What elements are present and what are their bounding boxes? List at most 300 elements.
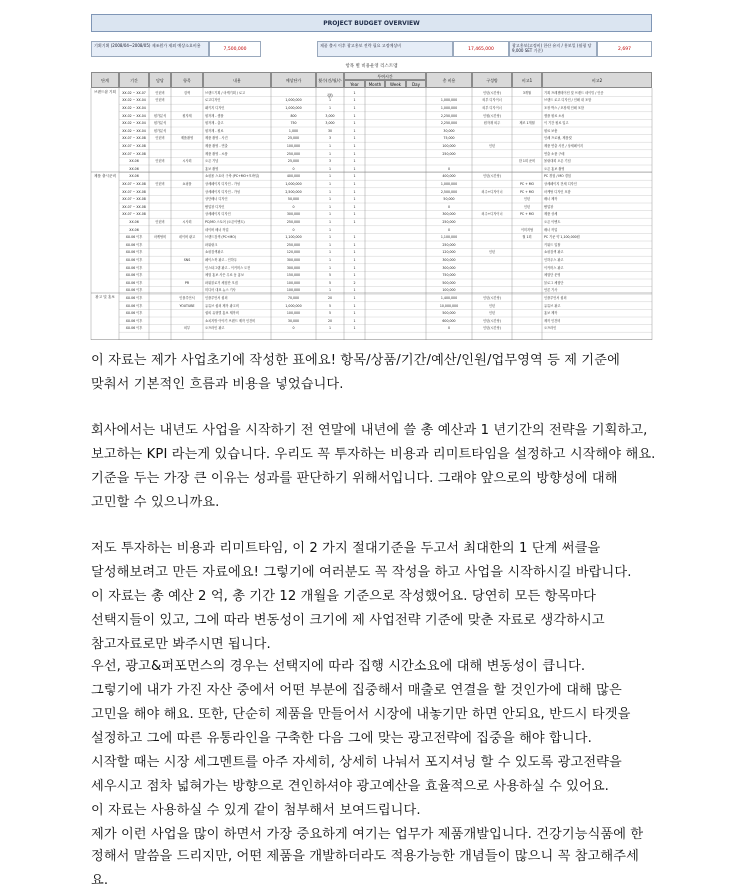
table-cell: 1 bbox=[353, 182, 356, 186]
table-cell: 750,000 bbox=[442, 273, 456, 278]
header-content: 내용 bbox=[203, 72, 271, 88]
sheet-title: PROJECT BUDGET OVERVIEW bbox=[91, 14, 652, 32]
table-cell: 1,000,000 bbox=[285, 106, 302, 110]
table-cell: 300,000 bbox=[286, 265, 301, 270]
table-cell: 2,250,000 bbox=[440, 113, 458, 118]
table-cell: PC + MO bbox=[519, 212, 535, 217]
table-cell: 25,000 bbox=[287, 136, 300, 141]
budget-table bbox=[91, 72, 652, 340]
paragraph-line: 고민할 수 있으니까요. bbox=[91, 495, 220, 510]
table-cell: 인하우스 광고 bbox=[544, 258, 564, 262]
table-cell: 오픈 홍보 촬영 bbox=[544, 166, 565, 171]
table-cell: XX.06 이후 bbox=[125, 250, 143, 255]
header-unit-price: 예상단가 bbox=[271, 72, 316, 88]
header-method: 구성방 bbox=[472, 72, 512, 88]
table-cell: SNS bbox=[183, 258, 191, 262]
table-cell: 2,500,000 bbox=[285, 189, 302, 194]
paragraph-line: 요. bbox=[91, 873, 109, 888]
table-cell: 쇼핑몰 bbox=[182, 182, 192, 186]
table-cell: XX.06 bbox=[129, 159, 139, 164]
table-cell: 네이버 광고 bbox=[178, 235, 196, 240]
table-cell: XX.02 ~ XX.07 bbox=[122, 90, 146, 95]
table-cell: 100,000 bbox=[286, 144, 301, 148]
header-total: 총 비용 bbox=[426, 72, 472, 88]
table-cell: 3,000 bbox=[325, 113, 335, 118]
header-week: Week bbox=[385, 80, 406, 88]
table-cell: 제조 1개월 bbox=[519, 121, 535, 126]
table-cell: 1 bbox=[328, 189, 332, 194]
table-cell: 750 bbox=[290, 121, 297, 126]
table-cell: 외부 디자이너 bbox=[482, 98, 502, 103]
table-cell: 인턴비 bbox=[155, 90, 165, 95]
table-cell: 연출 소품 구매 bbox=[544, 151, 565, 156]
summary-label-3: 광고홍보(고정비) 한산 유지 / 홍보일 (월평 당 9,000 SET 기준) bbox=[509, 41, 597, 57]
table-cell: 100,000 bbox=[286, 280, 301, 285]
summary-bar bbox=[91, 41, 652, 59]
table-cell: 1 bbox=[328, 144, 332, 148]
table-cell: 100,000 bbox=[286, 288, 301, 293]
table-cell: 인턴비 bbox=[155, 159, 165, 164]
table-cell: 1,000,000 bbox=[440, 182, 458, 186]
table-cell: 1,000,000 bbox=[440, 98, 458, 103]
paragraph-line: 우선, 광고&퍼포먼스의 경우는 선택지에 따라 집행 시간소요에 대해 변동성이 큽니다. bbox=[91, 659, 586, 674]
table-cell: 파워링크 bbox=[205, 242, 218, 247]
table-cell: 이 기간 원료 입고 bbox=[544, 121, 569, 126]
table-cell: 브랜드기획 / 마케기획 / 로고 bbox=[205, 90, 246, 95]
table-cell: 제품 상세 bbox=[544, 212, 558, 217]
table-cell: 1 bbox=[353, 121, 356, 126]
table-cell: 블로그 체험단 bbox=[544, 280, 564, 285]
table-cell: 1 bbox=[353, 288, 356, 293]
table-cell: 제품촬영 bbox=[180, 136, 194, 141]
table-cell: XX.06 이후 bbox=[125, 288, 143, 293]
table-cell: 인턴 bbox=[523, 197, 531, 202]
table-cell: 400,000 bbox=[442, 174, 456, 179]
table-cell: XX.06 bbox=[129, 227, 139, 232]
table-cell: 브랜드검색 (PC+MO) bbox=[205, 235, 236, 240]
table-cell: 파워블로거 체험단 모집 bbox=[205, 280, 238, 285]
table-cell: 쇼핑몰 스토어 구축 (PC+MO+모바일) bbox=[205, 174, 260, 179]
table-cell: 800 bbox=[290, 113, 297, 118]
table-cell: 5 bbox=[328, 273, 332, 278]
table-cell: 1 bbox=[328, 258, 332, 262]
table-cell: 100,000 bbox=[286, 311, 301, 316]
table-cell: XX.06 이후 bbox=[125, 318, 143, 323]
paragraph-line: 정해서 말씀을 드리지만, 어떤 제품을 개발하더라도 적용가능한 개념들이 많으니 꼭 참고해주세 bbox=[91, 849, 639, 864]
table-cell: 인턴비 bbox=[155, 98, 165, 103]
table-cell: 마케팅비 bbox=[153, 235, 167, 240]
table-cell: 1 bbox=[328, 182, 332, 186]
table-cell: 팝업창 디자인 bbox=[205, 204, 225, 209]
table-cell: 1 bbox=[353, 197, 356, 202]
table-cell: 인턴비 bbox=[155, 136, 165, 141]
table-cell: 쇼치지방 이야기 브랜드 제작 인건비 bbox=[205, 318, 256, 323]
table-cell: 원자재 - 원료 bbox=[205, 128, 224, 133]
table-cell: 0 bbox=[447, 227, 451, 232]
table-cell: 상세페이지 디자인 - 가성 bbox=[205, 182, 240, 186]
table-cell: 1 bbox=[353, 242, 356, 247]
header-owner: 담당 bbox=[149, 72, 171, 88]
table-cell: 유튜브 섭외 제작 광고비 bbox=[205, 303, 239, 308]
table-cell: 70,000 bbox=[287, 296, 300, 300]
table-cell: 1 bbox=[353, 144, 356, 148]
table-cell: 250,000 bbox=[442, 242, 456, 247]
table-cell: 인턴 bbox=[488, 303, 496, 308]
table-cell: 30,000 bbox=[287, 318, 300, 323]
sheet-subtitle: 항목 별 비용운영 리스트맵 bbox=[345, 64, 398, 69]
table-cell: 1 bbox=[353, 151, 356, 156]
table-cell: 상단배너 디자인 bbox=[205, 197, 228, 202]
table-cell: 500,000 bbox=[442, 311, 456, 316]
table-cell: 30 bbox=[327, 128, 333, 133]
table-cell: XX.07 ~ XX.08 bbox=[122, 182, 146, 186]
table-cell: 1 bbox=[353, 212, 356, 217]
table-cell: 1 bbox=[353, 136, 356, 141]
table-cell: XX.07 ~ XX.08 bbox=[122, 151, 146, 156]
paragraph-line: 이 자료는 사용하실 수 있게 같이 첨부해서 보여드립니다. bbox=[91, 803, 421, 818]
table-cell: 5 bbox=[328, 311, 332, 316]
table-cell: XX.06 이후 bbox=[125, 280, 143, 285]
table-cell: 제품 연출 사진 / 상세페이지 bbox=[544, 144, 583, 148]
table-cell: 3 bbox=[328, 136, 332, 141]
table-cell: 오프라인 bbox=[544, 326, 557, 331]
table-cell: 1 bbox=[328, 326, 332, 331]
table-cell: 배너 제작 bbox=[544, 197, 558, 202]
table-cell: 1 bbox=[328, 212, 332, 217]
table-cell: 0 bbox=[292, 204, 295, 209]
table-cell: 인턴 bbox=[488, 250, 496, 255]
table-cell: 1,000,000 bbox=[285, 98, 302, 103]
paragraph-line: 보고하는 KPI 라는게 있습니다. 우리도 꼭 투자하는 비용과 리미트타임을 설정하고 시작해야 해요. bbox=[91, 447, 656, 462]
table-cell: 1 bbox=[353, 189, 356, 194]
table-cell: 상세페이지 디자인 - 가성 bbox=[205, 189, 240, 194]
table-cell: XX.07 ~ XX.08 bbox=[122, 212, 146, 217]
table-cell: 1 bbox=[328, 250, 332, 255]
table-cell: 2,500,000 bbox=[440, 189, 458, 194]
table-cell: 브랜드 로고 디자인 / 인쇄 내 포함 bbox=[544, 98, 592, 103]
table-cell: 75,000 bbox=[443, 136, 455, 141]
table-cell: 1 bbox=[353, 98, 356, 103]
table-cell: XX.06 bbox=[129, 166, 139, 171]
table-cell: 제품 촬영 - 소품 bbox=[205, 151, 228, 156]
table-cell: 인원(시간당) bbox=[483, 113, 501, 118]
table-cell: 원가분석 bbox=[153, 128, 167, 133]
table-cell: 원자재 - 샘플 bbox=[205, 113, 224, 118]
table-cell: 쇼핑검색광고 bbox=[205, 250, 224, 255]
table-cell: XX.02 ~ XX.04 bbox=[122, 113, 146, 118]
table-cell: 1 bbox=[328, 204, 332, 209]
table-cell: PR bbox=[184, 280, 190, 285]
table-cell: PC 기준 약 1,100,000원 bbox=[544, 235, 580, 240]
table-cell: XX.07 ~ XX.08 bbox=[122, 189, 146, 194]
table-cell: 인턴(시간당) bbox=[483, 90, 501, 95]
table-cell: 5 bbox=[328, 303, 332, 308]
header-stage: 단계 bbox=[91, 72, 119, 88]
table-cell: 마케팅 디자인 포함 bbox=[544, 189, 571, 194]
paragraph-line: 제가 이런 사업을 많이 하면서 가장 중요하게 여기는 업무가 제품개발입니다. 건강기능식품에 한 bbox=[91, 827, 644, 842]
table-cell: 이미지팀 bbox=[520, 227, 534, 232]
table-cell: 50,000 bbox=[287, 197, 300, 202]
header-year: Year bbox=[344, 80, 365, 88]
paragraph-line: 세우시고 점차 넓혀가는 방향으로 견인하셔야 광고예산을 효율적으로 사용하실 수 있어요. bbox=[91, 779, 609, 794]
table-cell: 외부 bbox=[183, 326, 191, 331]
paragraph-line: 회사에서는 내년도 사업을 시작하기 전 연말에 내년에 쓸 총 예산과 1 년기간의 전략을 기획하고, bbox=[91, 423, 648, 438]
table-cell: XX.02 ~ XX.04 bbox=[122, 121, 146, 126]
table-cell: PC + MO bbox=[519, 182, 535, 186]
paragraph-line: 기준을 두는 가장 큰 이유는 성과를 판단하기 위해서입니다. 그래야 앞으로의 방향성에 대해 bbox=[91, 471, 618, 486]
table-cell: XX.02 ~ XX.04 bbox=[122, 128, 146, 133]
header-time: 투여시간 bbox=[344, 72, 426, 80]
table-cell: 3,000 bbox=[325, 121, 335, 126]
group-product-launch: 제품 출시준비 bbox=[94, 174, 116, 178]
table-cell: XX.07 ~ XX.08 bbox=[122, 144, 146, 148]
table-cell: 1 bbox=[353, 174, 356, 179]
table-cell: XX.07 ~ XX.08 bbox=[122, 204, 146, 209]
summary-label-2: 제품 출시 이후 광고홍보 전략 필요 고정예상비 bbox=[317, 41, 453, 57]
table-cell: 1 bbox=[353, 258, 356, 262]
table-cell: 배너 작업 bbox=[544, 227, 558, 232]
table-cell: 1,000,000 bbox=[285, 303, 302, 308]
table-cell: 1 bbox=[353, 128, 356, 133]
table-cell: 네이버 배너 작업 bbox=[205, 227, 229, 232]
table-cell: 1,000,000 bbox=[285, 182, 302, 186]
table-cell: 1 bbox=[353, 235, 356, 240]
table-cell: 언론 기사 bbox=[544, 288, 558, 293]
table-cell: 오픈 이벤트 bbox=[544, 220, 561, 224]
table-cell: 10,000,000 bbox=[439, 303, 459, 308]
table-cell: 1 bbox=[328, 166, 332, 171]
table-cell: 홍보 제작 bbox=[544, 311, 558, 316]
table-cell: 1 bbox=[328, 242, 332, 247]
table-cell: 1 bbox=[328, 151, 332, 156]
table-cell: 인플루언서 섭외 bbox=[544, 296, 567, 300]
paragraph-line: 이 자료는 총 예산 2 억, 총 기간 12 개월을 기준으로 작성했어요. 당연히 모든 항목마다 bbox=[91, 589, 596, 604]
table-cell: 25,000 bbox=[287, 159, 300, 164]
table-cell: 인턴 bbox=[488, 311, 496, 316]
table-cell: XX.02 ~ XX.04 bbox=[122, 106, 146, 110]
table-cell: 월 1회 bbox=[522, 235, 532, 240]
paragraph-line: 이 자료는 제가 사업초기에 작성한 표에요! 항목/상품/기간/예산/인원/업무영역 등 제 기준에 bbox=[91, 353, 620, 368]
table-cell: 250,000 bbox=[286, 151, 301, 156]
table-cell: 외부 디자이너 bbox=[482, 106, 502, 110]
table-cell: XX.06 이후 bbox=[125, 258, 143, 262]
table-cell: 섭외 유형별 홍보 제작비 bbox=[205, 311, 239, 316]
header-count: 횟수(건/월/수량) bbox=[316, 72, 344, 88]
paragraph-line: 참고자료로만 봐주시면 됩니다. bbox=[91, 637, 271, 652]
table-cell: 1 bbox=[353, 296, 356, 300]
paragraph-line: 설정하고 그에 따른 유통라인을 구축한 다음 그에 맞는 광고전략에 집중을 해야 합니다. bbox=[91, 731, 592, 746]
table-cell: XX.06 이후 bbox=[125, 311, 143, 316]
table-cell: 인턴(시간당) bbox=[483, 318, 501, 323]
table-cell: 300,000 bbox=[442, 258, 456, 262]
table-cell: 1 bbox=[353, 250, 356, 255]
table-cell: 원가분석 bbox=[153, 121, 167, 126]
table-cell: 유튜브 광고 bbox=[544, 303, 561, 308]
table-cell: 인플루언서 섭외 bbox=[205, 296, 228, 300]
table-cell: 20 bbox=[327, 318, 333, 323]
table-cell: 인쇄 프로필, 제품컷 bbox=[544, 136, 572, 141]
table-cell: 볼링대회 오픈 기념 bbox=[544, 159, 571, 164]
group-brand-planning: 브랜드샵 기획 bbox=[94, 90, 116, 94]
table-cell: 300,000 bbox=[286, 212, 301, 217]
table-cell: 0 bbox=[292, 227, 295, 232]
table-cell: 20 bbox=[327, 296, 333, 300]
header-note2: 비고2 bbox=[542, 72, 652, 88]
header-month: Month bbox=[365, 80, 385, 88]
table-cell: 1 bbox=[328, 98, 332, 103]
table-cell: 1 bbox=[353, 90, 356, 95]
table-cell: 체험단 운영 bbox=[544, 273, 561, 278]
table-cell: 이커머스 광고 bbox=[544, 265, 564, 270]
table-cell: 1 bbox=[353, 265, 356, 270]
table-cell: 키워드 입찰 bbox=[544, 242, 561, 247]
table-cell: 1 bbox=[353, 318, 356, 323]
table-cell: 샘플 원료 소싱 bbox=[544, 113, 565, 118]
table-cell: 인턴비 bbox=[155, 182, 165, 186]
table-cell: 로고디자인 bbox=[205, 98, 221, 103]
table-cell: XX.06 이후 bbox=[125, 265, 143, 270]
table-cell: 시사회 bbox=[182, 220, 192, 224]
table-cell: 원가분석 bbox=[153, 113, 167, 118]
table-cell: 원자재 bbox=[182, 113, 192, 118]
table-cell: 패키지 디자인 bbox=[205, 106, 225, 110]
table-cell: 50,000 bbox=[443, 197, 455, 202]
table-cell: 1 bbox=[353, 311, 356, 316]
table-cell: 0 bbox=[447, 326, 451, 331]
table-cell: 0 bbox=[292, 166, 295, 171]
table-cell: 쇼핑검색 광고 bbox=[544, 250, 564, 255]
group-ad-promotion: 광고 및 홍보 bbox=[95, 295, 115, 299]
table-cell: 인턴(시간당) bbox=[483, 326, 501, 331]
table-cell: 1,000 bbox=[288, 128, 299, 133]
table-cell: 1 bbox=[328, 288, 332, 293]
table-cell: 원료 보충 bbox=[544, 128, 558, 133]
table-cell: 한 1회 준비 bbox=[518, 159, 536, 164]
paragraph-line: 시작할 때는 시장 세그멘트를 아주 자세히, 상세히 나눠서 포지셔닝 할 수 있도록 광고전략을 bbox=[91, 755, 622, 770]
table-cell: 120,000 bbox=[442, 250, 456, 255]
table-cell: 미디어 대표 뉴스 기사 bbox=[205, 288, 236, 293]
table-cell: XX.06 이후 bbox=[125, 326, 143, 331]
table-cell: 오픈 기념 bbox=[205, 159, 219, 164]
table-cell: 1 bbox=[353, 303, 356, 308]
table-cell: 1 bbox=[353, 204, 356, 209]
table-cell: 1 bbox=[328, 235, 332, 240]
table-cell: 500,000 bbox=[442, 280, 456, 285]
summary-value-1: 7,500,000 bbox=[209, 41, 261, 57]
paragraph-line: 선택지들이 있고, 그에 따라 변동성이 크기에 제 사업전략 기준에 맞춘 자료로 생각하시고 bbox=[91, 613, 605, 628]
table-cell: YOUTUBE bbox=[179, 303, 195, 308]
table-cell: 100,000 bbox=[442, 288, 456, 293]
table-cell: 250,000 bbox=[442, 220, 456, 224]
table-cell: 100,000 bbox=[442, 144, 456, 148]
paragraph-line: 그렇기에 내가 가진 자산 중에서 어떤 부분에 집중해서 매출로 연결을 할 것인가에 대해 많은 bbox=[91, 683, 622, 698]
budget-spreadsheet-image bbox=[91, 14, 652, 340]
table-cell: 2 bbox=[353, 280, 356, 285]
table-cell: 인스타그램 광고 - 이커머스 도전 bbox=[205, 265, 251, 270]
table-cell: PC + MO bbox=[519, 189, 535, 194]
table-cell: 300,000 bbox=[286, 258, 301, 262]
table-cell: 원자재 - 출고 bbox=[205, 121, 224, 126]
table-cell: 체험 홍보 사은 무료 동 홍보 bbox=[205, 273, 244, 278]
table-cell: 인턴비 bbox=[155, 220, 165, 224]
table-cell: XX.06 이후 bbox=[125, 296, 143, 300]
table-cell: 인턴 bbox=[523, 204, 531, 209]
table-cell: 1 bbox=[328, 227, 332, 232]
table-cell: 1 bbox=[328, 197, 332, 202]
table-cell: 1,400,000 bbox=[440, 296, 458, 300]
table-cell: 1 bbox=[353, 113, 356, 118]
table-cell: 오프라인 광고 bbox=[205, 326, 225, 331]
table-cell: 인턴(시간당) bbox=[483, 296, 501, 300]
table-cell: 1 bbox=[328, 174, 332, 179]
summary-label-1: 기획기획 (2008/04~2008/05) 제조원가 제외 예상소요비용 bbox=[91, 41, 209, 57]
table-cell: 1 bbox=[353, 326, 356, 331]
table-cell: 0 bbox=[447, 204, 451, 209]
table-cell: 400,000 bbox=[286, 174, 301, 179]
table-cell: 상세페이지 디자인 bbox=[205, 212, 231, 217]
table-cell: 원자재 외주 bbox=[483, 121, 501, 126]
table-cell: 1 bbox=[353, 106, 356, 110]
header-period: 기간 bbox=[119, 72, 149, 88]
table-cell: 1 bbox=[328, 220, 332, 224]
table-cell: 250,000 bbox=[286, 220, 301, 224]
table-cell: 1 bbox=[328, 265, 332, 270]
table-cell: 페이스북 광고 - 인하우 bbox=[205, 258, 237, 262]
table-cell: 300,000 bbox=[442, 265, 456, 270]
table-cell: 제작 인건비 bbox=[544, 318, 561, 323]
table-cell: XX.06 이후 bbox=[125, 273, 143, 278]
table-cell: 홍보 촬영 bbox=[205, 166, 219, 171]
table-cell: 1 bbox=[353, 273, 356, 278]
summary-value-3: 2,697 bbox=[597, 41, 652, 57]
table-cell: 팝업창 bbox=[544, 204, 554, 209]
table-cell: 600,000 bbox=[442, 318, 456, 323]
table-cell: 300,000 bbox=[442, 212, 456, 217]
table-cell: 1 bbox=[353, 166, 356, 171]
table-cell: 외주+디자이너 bbox=[481, 212, 503, 217]
table-cell: 제품 촬영 - 사진 bbox=[205, 136, 228, 141]
table-cell: 기획 프레젠테이션 및 브랜드 네이밍 / 인증 bbox=[544, 90, 604, 95]
table-cell: 1 bbox=[353, 159, 356, 164]
table-cell: 상세페이지 전체 디자인 bbox=[544, 182, 577, 186]
table-cell: 포장 박스 / 포장재 인쇄 포함 bbox=[544, 106, 585, 110]
table-cell: 30,000 bbox=[443, 128, 455, 133]
table-cell: XX.06 이후 bbox=[125, 235, 143, 240]
header-day: Day bbox=[406, 80, 426, 88]
table-cell: XX.06 이후 bbox=[125, 303, 143, 308]
table-cell: 인플루언서 bbox=[179, 296, 195, 300]
table-cell: 0 bbox=[292, 326, 295, 331]
table-cell: 3 bbox=[328, 159, 332, 164]
summary-value-2: 17,465,000 bbox=[453, 41, 509, 57]
table-cell: 0 bbox=[447, 166, 451, 171]
table-cell: 250,000 bbox=[286, 242, 301, 247]
table-cell: PC 경험 / MO 경험 bbox=[544, 174, 571, 179]
table-cell: 인턴 bbox=[488, 144, 496, 148]
table-cell: 1,000,000 bbox=[440, 106, 458, 110]
table-cell: 검색 bbox=[183, 90, 191, 95]
paragraph-line: 저도 투자하는 비용과 리미트타임, 이 2 가지 절대기준을 두고서 최대한의 1 단계 써클을 bbox=[91, 541, 601, 556]
table-cell: 2,250,000 bbox=[440, 121, 458, 126]
table-cell: 120,000 bbox=[286, 250, 301, 255]
table-cell: 1 bbox=[353, 220, 356, 224]
header-item: 항목 bbox=[171, 72, 203, 88]
table-cell: XX.02 ~ XX.04 bbox=[122, 98, 146, 103]
table-cell: XX.07 ~ XX.08 bbox=[122, 136, 146, 141]
table-cell: 외주+디자이너 bbox=[481, 189, 503, 194]
table-cell: XX.06 이후 bbox=[125, 242, 143, 247]
table-cell: PC/MO 스토어 (오픈이벤트) bbox=[205, 220, 245, 224]
